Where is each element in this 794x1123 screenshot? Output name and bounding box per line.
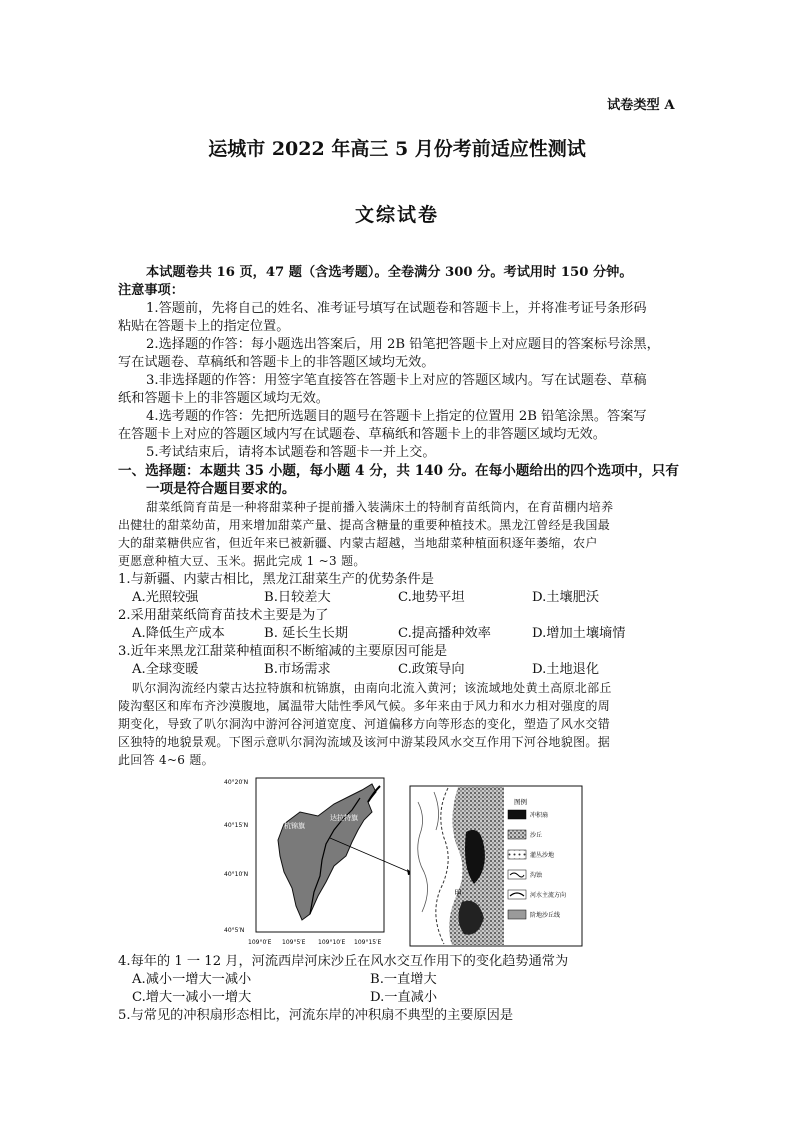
lon-label: 109°15′E bbox=[354, 939, 382, 946]
legend-label: 河水主流方向 bbox=[530, 892, 567, 899]
question-stem: 4.每年的 1 一 12 月，河流西岸河床沙丘在风水交互作用下的变化趋势通常为 bbox=[118, 954, 569, 969]
option-d: D.土地退化 bbox=[532, 662, 600, 677]
paper-type: 试卷类型 A bbox=[607, 98, 675, 113]
lat-label: 40°20′N bbox=[224, 779, 249, 786]
section-heading: 一项是符合题目要求的。 bbox=[146, 481, 296, 497]
lon-label: 109°10′E bbox=[318, 939, 346, 946]
option-c: C.提高播种效率 bbox=[398, 626, 491, 641]
question-stem: 2.采用甜菜纸筒育苗技术主要是为了 bbox=[118, 608, 329, 623]
note-line: 写在试题卷、草稿纸和答题卡上的非答题区域均无效。 bbox=[118, 355, 435, 370]
lon-label: 109°5′E bbox=[282, 939, 306, 946]
legend-label: 沟蚀 bbox=[530, 872, 543, 879]
option-d: D.增加土壤墒情 bbox=[532, 626, 626, 641]
legend-label: 灌丛沙地 bbox=[530, 852, 555, 859]
note-line: 粘贴在答题卡上的指定位置。 bbox=[118, 319, 290, 334]
lat-label: 40°10′N bbox=[224, 871, 249, 878]
legend-label: 沙丘 bbox=[530, 832, 543, 839]
legend-swatch-terrace bbox=[508, 910, 526, 919]
option-a: A.全球变暖 bbox=[132, 662, 199, 677]
note-line: 1.答题前，先将自己的姓名、准考证号填写在试题卷和答题卡上，并将准考证号条形码 bbox=[146, 301, 647, 316]
legend-swatch-flow bbox=[508, 890, 526, 899]
passage-line: 更愿意种植大豆、玉米。据此完成 1 ~3 题。 bbox=[118, 554, 366, 568]
page-subtitle: 文综试卷 bbox=[354, 204, 439, 226]
page-title: 运城市 2022 年高三 5 月份考前适应性测试 bbox=[208, 138, 586, 160]
option-a: A.光照较强 bbox=[132, 590, 199, 605]
option-c: C.地势平坦 bbox=[398, 590, 465, 605]
note-line: 纸和答题卡上的非答题区域均无效。 bbox=[118, 391, 329, 406]
option-b: B.市场需求 bbox=[264, 662, 331, 677]
passage-line: 此回答 4~6 题。 bbox=[118, 753, 214, 767]
legend-label: 阶地沙丘线 bbox=[530, 912, 561, 919]
option-a: A.降低生产成本 bbox=[132, 626, 225, 641]
passage-line: 期变化，导致了叭尔洞沟中游河谷河道宽度、河道偏移方向等形态的变化，塑造了风水交错 bbox=[118, 717, 611, 731]
map-label-hangjin: 杭锦旗 bbox=[284, 822, 305, 830]
note-line: 2.选择题的作答：每小题选出答案后，用 2B 铅笔把答题卡上对应题目的答案标号涂黑， bbox=[146, 337, 660, 352]
note-line: 4.选考题的作答：先把所选题目的题号在答题卡上指定的位置用 2B 铅笔涂黑。答案写 bbox=[146, 409, 647, 424]
lon-label: 109°0′E bbox=[248, 939, 272, 946]
legend-swatch-scrub bbox=[508, 850, 526, 859]
exam-summary: 本试题卷共 16 页，47 题（含选考题）。全卷满分 300 分。考试用时 150 分钟。 bbox=[146, 265, 633, 280]
option-d: D.土壤肥沃 bbox=[532, 590, 600, 605]
west-bank-area bbox=[411, 787, 451, 945]
question-stem: 1.与新疆、内蒙古相比，黑龙江甜菜生产的优势条件是 bbox=[118, 572, 434, 587]
option-a: A.减小一增大一减小 bbox=[132, 972, 252, 987]
legend-swatch-fan bbox=[508, 810, 526, 819]
point-jia-label: 甲 bbox=[454, 889, 462, 898]
option-b: B. 延长生长期 bbox=[264, 626, 349, 641]
passage-line: 叭尔洞沟流经内蒙古达拉特旗和杭锦旗，由南向北流入黄河；该流域地处黄土高原北部丘 bbox=[132, 681, 612, 695]
option-d: D.一直减小 bbox=[370, 990, 438, 1005]
note-line: 在答题卡上对应的答题区域内写在试题卷、草稿纸和答题卡上的非答题区域均无效。 bbox=[118, 427, 606, 442]
passage-line: 大的甜菜糖供应省，但近年来已被新疆、内蒙古超越，当地甜菜种植面积逐年萎缩，农户 bbox=[118, 536, 598, 550]
option-b: B.日较差大 bbox=[264, 590, 331, 605]
passage-line: 区独特的地貌景观。下图示意叭尔洞沟流域及该河中游某段风水交互作用下河谷地貌图。据 bbox=[118, 735, 611, 749]
notes-title: 注意事项： bbox=[118, 283, 184, 298]
legend-swatch-dune bbox=[508, 830, 526, 839]
passage-line: 出健壮的甜菜幼苗，用来增加甜菜产量、提高含糖量的重要种植技术。黑龙江曾经是我国最 bbox=[118, 518, 611, 532]
option-c: C.政策导向 bbox=[398, 662, 465, 677]
map-label-dalate: 达拉特旗 bbox=[330, 814, 358, 822]
note-line: 5.考试结束后，请将本试题卷和答题卡一并上交。 bbox=[146, 445, 436, 460]
question-stem: 3.近年来黑龙江甜菜种植面积不断缩减的主要原因可能是 bbox=[118, 644, 448, 659]
lat-label: 40°5′N bbox=[224, 927, 245, 934]
river-valley-figure bbox=[222, 772, 584, 950]
passage-line: 陵沟壑区和库布齐沙漠腹地，属温带大陆性季风气候。多年来由于风力和水力相对强度的周 bbox=[118, 699, 611, 713]
option-c: C.增大一减小一增大 bbox=[132, 990, 252, 1005]
legend-label: 冲积扇 bbox=[530, 812, 549, 819]
section-heading: 一、选择题：本题共 35 小题，每小题 4 分，共 140 分。在每小题给出的四个选项中，只有 bbox=[118, 463, 679, 479]
note-line: 3.非选择题的作答：用签字笔直接答在答题卡上对应的答题区域内。写在试题卷、草稿 bbox=[146, 373, 647, 388]
lat-label: 40°15′N bbox=[224, 822, 249, 829]
question-stem: 5.与常见的冲积扇形态相比，河流东岸的冲积扇不典型的主要原因是 bbox=[118, 1008, 514, 1023]
passage-line: 甜菜纸筒育苗是一种将甜菜种子提前播入装满床土的特制育苗纸筒内，在育苗棚内培养 bbox=[146, 500, 614, 514]
option-b: B.一直增大 bbox=[370, 972, 437, 987]
legend-title: 图例 bbox=[514, 798, 527, 806]
